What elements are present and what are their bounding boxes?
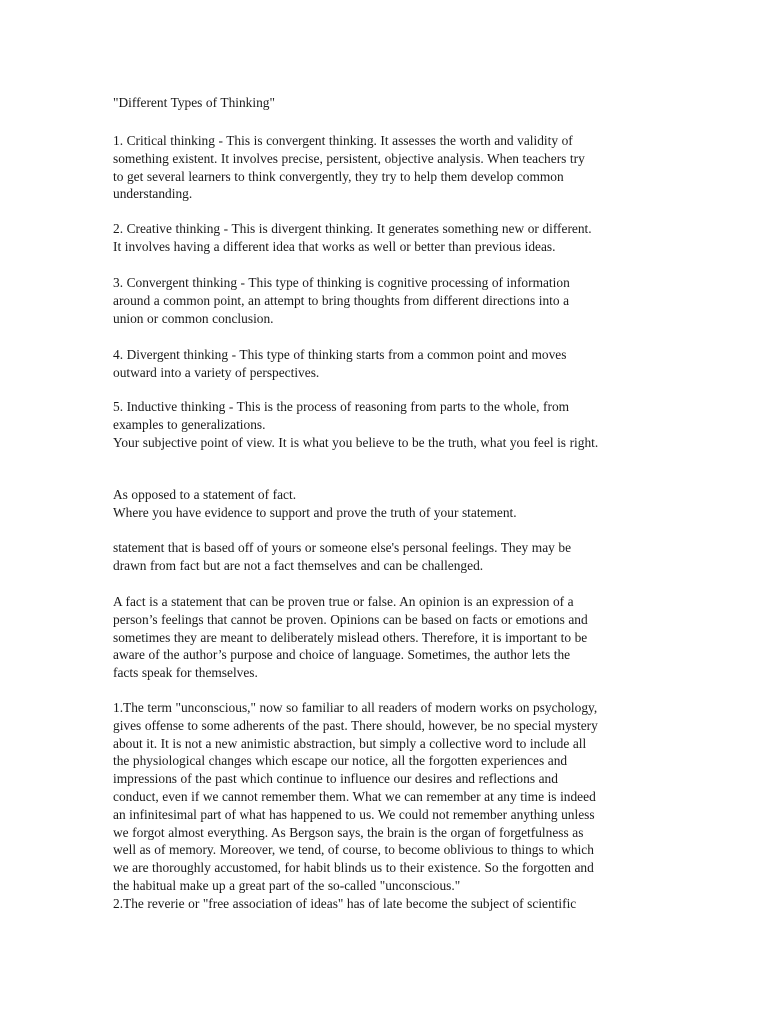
paragraph-fact-vs-opinion: A fact is a statement that can be proven true or false. An opinion is an expression of a person’s feelings that cannot be proven. Opinions can be based on facts or emotions and sometimes they are meant to deliberately mislead others. Therefore, it is important to be aware of the author’s purpose and choice of language. Sometimes, the author lets the facts speak for themselves. (113, 594, 588, 681)
paragraph-opinion-statement: statement that is based off of yours or someone else's personal feelings. They may be drawn from fact but are not a fact themselves and can be challenged. (113, 540, 572, 573)
paragraph-statement-of-fact: As opposed to a statement of fact. Where you have evidence to support and prove the truth of your statement. (113, 487, 517, 520)
paragraph-unconscious: 1.The term "unconscious," now so familiar to all readers of modern works on psychology, gives offense to some adherents of the past. There should, however, be no special mystery about it. It is not a new animistic abstraction, but simply a collective word to include all the physiological changes which escape our notice, all the forgotten experiences and impressions of the past which continue to influence our desires and reflections and conduct, even if we cannot remember them. What we can remember at any time is indeed an infinitesimal part of what has happened to us. We could not remember anything unless we forgot almost everything. As Bergson says, the brain is the organ of forgetfulness as well as of memory. Moreover, we tend, of course, to become oblivious to things to which we are thoroughly accustomed, for habit blinds us to their existence. So the forgotten and the habitual make up a great part of the so-called "unconscious." 2.The reverie or "free association of ideas" has of late become the subject of scientific (113, 700, 598, 911)
paragraph-critical-thinking: 1. Critical thinking - This is convergent thinking. It assesses the worth and validity of something existent. It involves precise, persistent, objective analysis. When teachers try to get several learners to think convergently, they try to help them develop common understanding. (113, 133, 585, 202)
document-title: "Different Types of Thinking" (113, 95, 275, 110)
paragraph-divergent-thinking: 4. Divergent thinking - This type of thinking starts from a common point and moves outward into a variety of perspectives. (113, 347, 567, 380)
paragraph-convergent-thinking: 3. Convergent thinking - This type of thinking is cognitive processing of information around a common point, an attempt to bring thoughts from different directions into a union or common conclusion. (113, 275, 570, 326)
paragraph-creative-thinking: 2. Creative thinking - This is divergent thinking. It generates something new or different. It involves having a different idea that works as well or better than previous ideas. (113, 221, 592, 254)
paragraph-inductive-thinking: 5. Inductive thinking - This is the process of reasoning from parts to the whole, from examples to generalizations. Your subjective point of view. It is what you believe to be the truth, what you feel is right. (113, 399, 599, 450)
